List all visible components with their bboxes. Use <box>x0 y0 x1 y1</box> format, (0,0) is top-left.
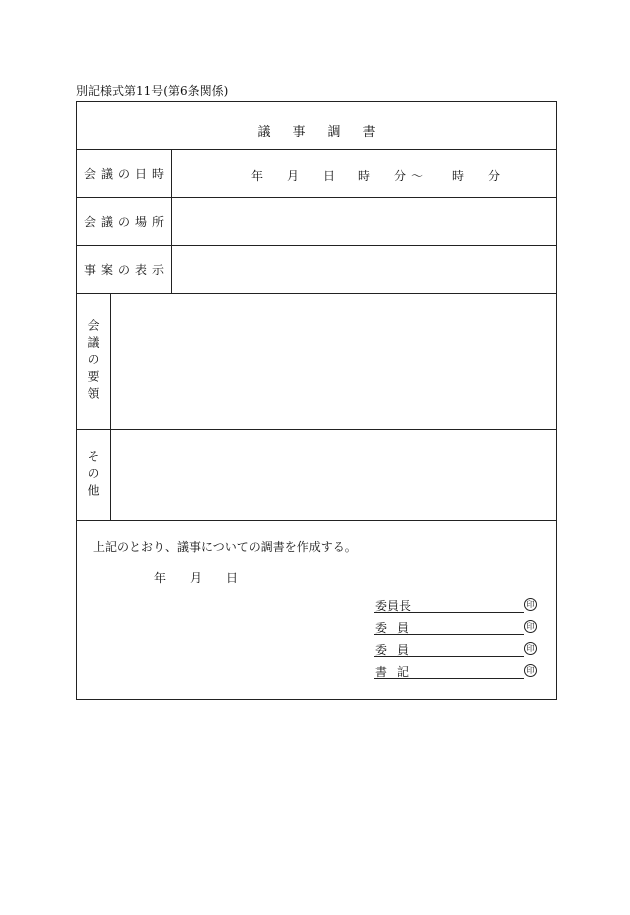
closing-statement: 上記のとおり、議事についての調書を作成する。 <box>93 540 357 554</box>
place-field[interactable] <box>172 198 556 245</box>
seal-icon: 印 <box>524 664 537 677</box>
signature-line <box>374 634 524 635</box>
datetime-field[interactable] <box>172 150 556 197</box>
datetime-range-tilde: 〜 <box>411 169 424 183</box>
closing-date-month: 月 <box>190 571 203 585</box>
datetime-day: 日 <box>323 169 336 183</box>
signature-role: 委員 <box>375 621 420 635</box>
document-title: 議事調書 <box>257 125 398 140</box>
datetime-minute-end: 分 <box>488 169 501 183</box>
minutes-form <box>76 101 557 700</box>
seal-icon: 印 <box>524 620 537 633</box>
summary-field[interactable] <box>111 294 556 429</box>
signature-line <box>374 656 524 657</box>
signature-line <box>374 678 524 679</box>
signature-role: 委員 <box>375 643 420 657</box>
datetime-minute-start: 分 <box>394 169 407 183</box>
title-row <box>77 102 556 150</box>
seal-icon: 印 <box>524 598 537 611</box>
matter-label: 事案の表示 <box>83 263 169 277</box>
summary-row <box>77 294 556 430</box>
summary-label-cell <box>77 294 111 429</box>
place-label-cell <box>77 198 172 245</box>
datetime-label: 会議の日時 <box>83 167 169 181</box>
other-label-cell <box>77 430 111 520</box>
other-label: その他 <box>86 449 100 501</box>
closing-date-day: 日 <box>226 571 239 585</box>
datetime-hour-start: 時 <box>358 169 371 183</box>
signature-role: 委員長 <box>375 599 412 613</box>
summary-label: 会議の要領 <box>86 319 100 404</box>
datetime-hour-end: 時 <box>452 169 465 183</box>
matter-label-cell <box>77 246 172 293</box>
closing-row <box>77 521 556 699</box>
closing-date-year: 年 <box>154 571 167 585</box>
other-field[interactable] <box>111 430 556 520</box>
datetime-month: 月 <box>287 169 300 183</box>
datetime-label-cell <box>77 150 172 197</box>
other-row <box>77 430 556 521</box>
place-label: 会議の場所 <box>83 215 169 229</box>
signature-member-1[interactable] <box>374 619 537 635</box>
form-number-label: 別記様式第11号(第6条関係) <box>76 84 229 98</box>
place-row <box>77 198 556 246</box>
matter-field[interactable] <box>172 246 556 293</box>
signature-member-2[interactable] <box>374 641 537 657</box>
signature-line <box>374 612 524 613</box>
datetime-row <box>77 150 556 198</box>
matter-row <box>77 246 556 294</box>
signature-secretary[interactable] <box>374 663 537 679</box>
datetime-year: 年 <box>251 169 264 183</box>
seal-icon: 印 <box>524 642 537 655</box>
signature-chairperson[interactable] <box>374 597 537 613</box>
signature-role: 書記 <box>375 665 420 679</box>
